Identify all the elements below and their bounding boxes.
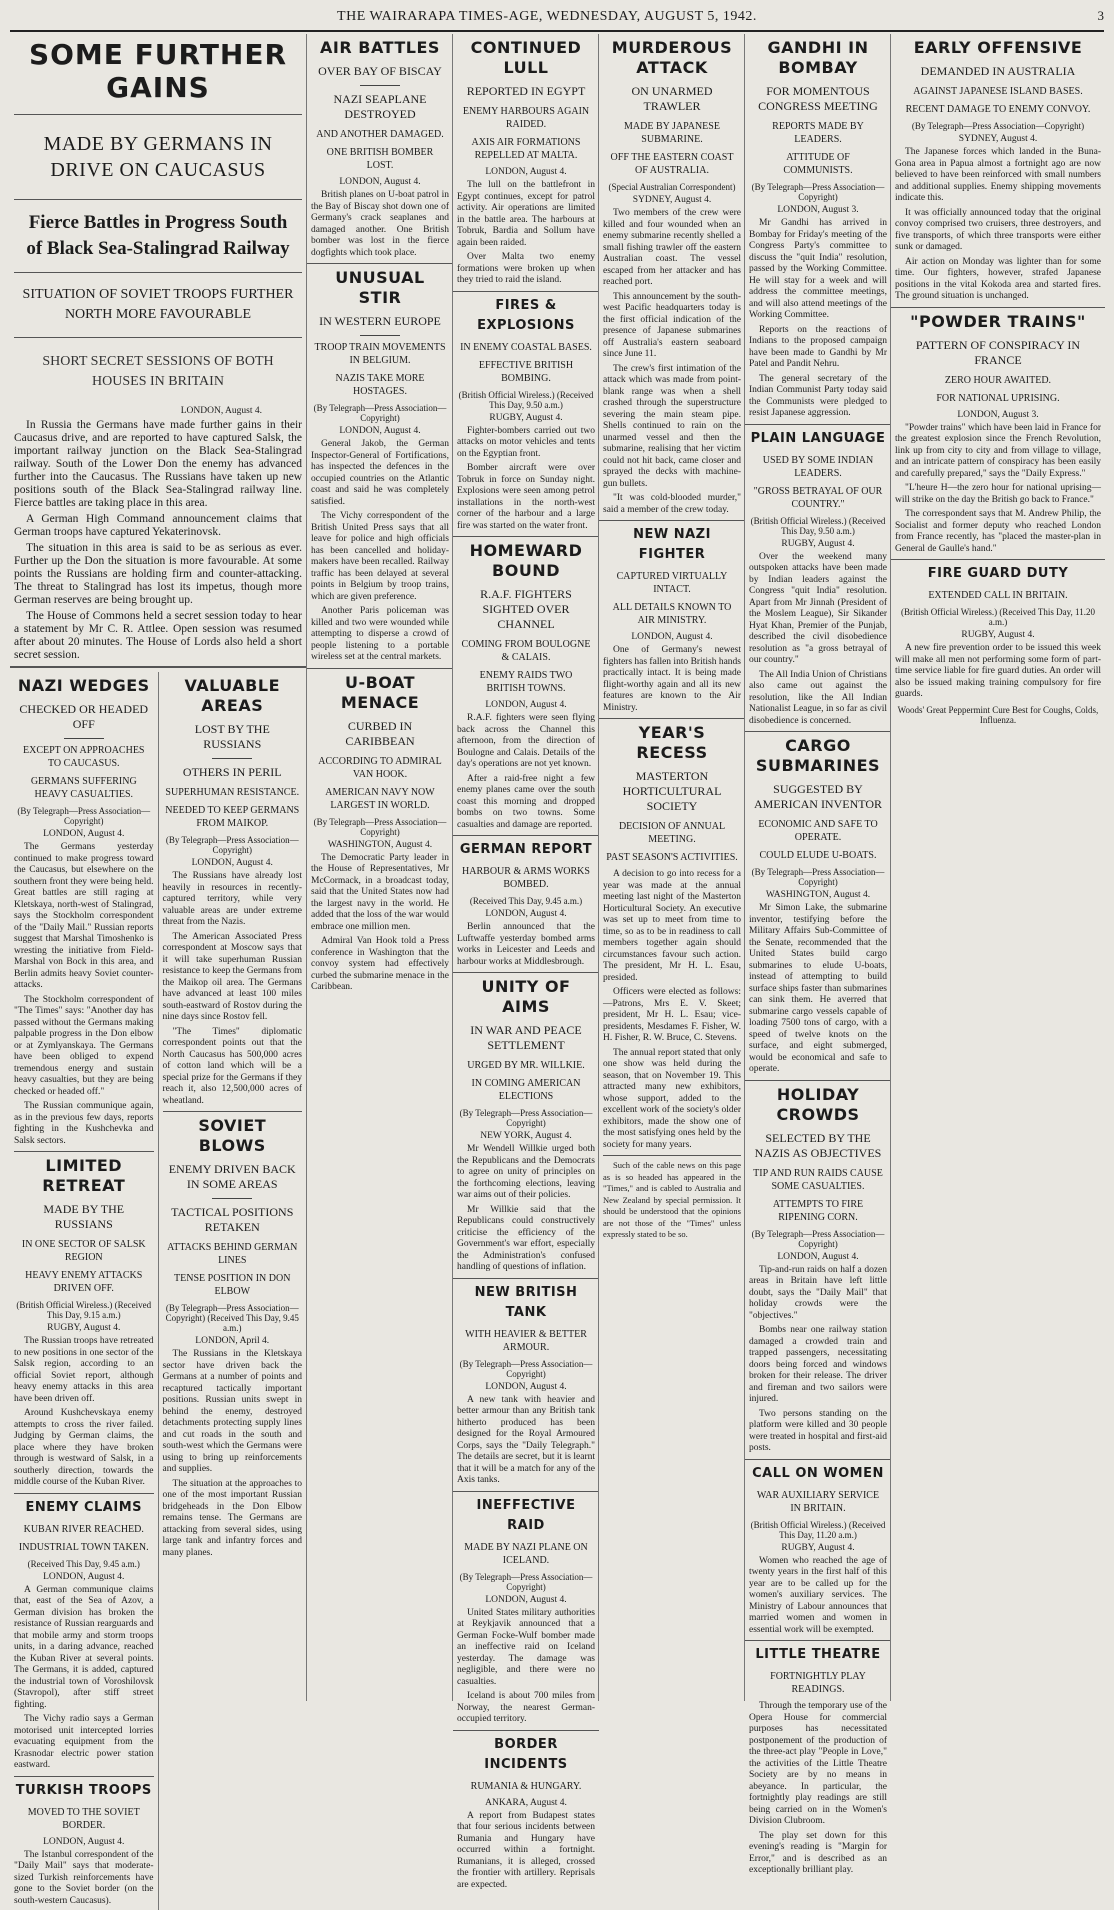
- call-on-women-headline: CALL ON WOMEN: [752, 1465, 884, 1481]
- enemy-claims-deck: KUBAN RIVER REACHED.: [23, 1523, 144, 1535]
- cargo-submarines-headline: CARGO SUBMARINES: [755, 736, 881, 775]
- call-on-women-credit: (British Official Wireless.) (Received This Day, 11.20 a.m.): [750, 1519, 886, 1540]
- nazi-wedges-sub: EXCEPT ON APPROACHES TO CAUCASUS.: [22, 745, 145, 769]
- little-theatre-paragraph: The play set down for this evening's reading is "Margin for Error," and is described as an exceptionally brilliant play.: [749, 1830, 887, 1875]
- call-on-women-dateline: RUGBY, August 4.: [781, 1542, 855, 1553]
- murderous-attack-dateline: SYDNEY, August 4.: [632, 195, 712, 205]
- nazi-wedges-dateline: LONDON, August 4.: [43, 829, 125, 839]
- little-theatre-headline: LITTLE THEATRE: [755, 1647, 881, 1662]
- holiday-crowds-paragraph: Bombs near one railway station damaged a crowded train and trapped passengers, necessitating doors being forced and windows broken for their release. The driver and fireman and two sailors were injured.: [749, 1325, 887, 1404]
- nazi-wedges-paragraph: The Stockholm correspondent of "The Times" says: "Another day has passed without the Germans making palpable progress in the Don elbow or at Zymlyanskaya. The Germans have been obliged to expend tremendous energy and sustain heavy casualties, but they are being checked or headed off.": [14, 994, 154, 1097]
- soviet-blows-sub: TENSE POSITION IN DON ELBOW: [174, 1273, 291, 1297]
- story-homeward-bound: [453, 541, 599, 831]
- u-boat-menace-credit: (By Telegraph—Press Association—Copyright): [313, 816, 447, 837]
- gandhi-paragraph: Reports on the reactions of Indians to the proposed campaign have been made to Gandhi by Mr Patel and Pandit Nehru.: [749, 324, 887, 369]
- powder-trains-paragraph: The correspondent says that M. Andrew Philip, the Socialist and former deputy who reached London from France recently, has "placed the master-plan in General de Gaulle's hand.": [895, 509, 1101, 554]
- gandhi-deck: FOR MOMENTOUS CONGRESS MEETING: [758, 84, 878, 113]
- column-4: [598, 34, 745, 1701]
- border-incidents-paragraph: A report from Budapest states that four serious incidents between Rumania and Hungary have occurred within a fortnight. Rumanians, it is alleged, crossed the frontier with artillery. Reprisals are expected.: [457, 1810, 595, 1890]
- early-offensive-paragraph: Air action on Monday was lighter than for some time. Our fighters, however, strafed Japanese positions in the vital Kokoda area and started fires. The ground situation is unchanged.: [895, 256, 1101, 301]
- lead-headline: MADE BY GERMANS IN DRIVE ON CAUCASUS: [43, 133, 273, 181]
- valuable-areas-credit: (By Telegraph—Press Association—Copyright): [165, 835, 299, 855]
- air-battles-dateline: LONDON, August 4.: [339, 177, 421, 187]
- call-on-women-deck: WAR AUXILIARY SERVICE IN BRITAIN.: [756, 1489, 880, 1514]
- powder-trains-dateline: LONDON, August 3.: [957, 409, 1039, 420]
- enemy-claims-credit: (Received This Day, 9.45 a.m.): [27, 1558, 140, 1569]
- fires-explosions-credit: (British Official Wireless.) (Received This Day, 9.50 a.m.): [458, 389, 594, 410]
- story-cargo-submarines: [745, 736, 891, 1076]
- story-border-incidents: [453, 1735, 599, 1892]
- plain-language-paragraph: Over the weekend many outspoken attacks have been made by Indian leaders against the Congress "quit India" resolution. Apart from Mr Jinnah (President of the Moslem League), Sir Sikander Hyat Khan, Premier of the Punjab, described the civil disobedience resolution as "a gross betrayal of our country.": [749, 551, 887, 665]
- turkish-troops-headline: TURKISH TROOPS: [15, 1782, 152, 1798]
- holiday-crowds-paragraph: Two persons standing on the platform were killed and 30 people were treated in hospital and first-aid posts.: [749, 1408, 887, 1453]
- lead-paragraph: In Russia the Germans have made further gains in their Caucasus drive, and are reported to have captured Salsk, the important railway junction on the Black Sea-Stalingrad railway. South of the Lower Don the enemy has advanced further into the Caucasus. The Russians have taken up new positions south of the Black Sea-Stalingrad railway line. Fierce battles are taking place in this area.: [14, 419, 302, 509]
- story-continued-lull: [453, 38, 599, 287]
- valuable-areas-paragraph: The American Associated Press correspondent at Moscow says that it will take superhuman Russian resistance to keep the Germans from the Maikop oil area. The Germans have advanced at least 100 miles south-eastward of Rostov during the nine days since Rostov fell.: [162, 931, 302, 1022]
- lead-dateline: LONDON, August 4.: [180, 406, 262, 416]
- fires-explosions-headline: FIRES & EXPLOSIONS: [477, 297, 575, 333]
- early-offensive-credit: (By Telegraph—Press Association—Copyright): [911, 121, 1085, 131]
- story-holiday-crowds: [745, 1085, 891, 1455]
- masthead-title: THE WAIRARAPA TIMES-AGE, WEDNESDAY, AUGUST 5, 1942.: [337, 9, 757, 24]
- unity-of-aims-deck: IN WAR AND PEACE SETTLEMENT: [470, 1023, 582, 1052]
- masthead: [10, 8, 1104, 32]
- unusual-stir-headline: UNUSUAL STIR: [335, 268, 425, 307]
- homeward-bound-paragraph: After a raid-free night a few enemy planes came over the south coast this morning and dropped bombs on two towns. Some casualties and damage are reported.: [457, 773, 595, 830]
- air-battles-sub: AND ANOTHER DAMAGED.: [316, 129, 444, 140]
- lead-banner: SOME FURTHER GAINS: [28, 38, 288, 104]
- limited-retreat-paragraph: The Russian troops have retreated to new positions in one sector of the Salsk region, according to an official Soviet report, although heavy enemy attacks in this area have been driven off.: [14, 1336, 154, 1404]
- border-incidents-headline: BORDER INCIDENTS: [484, 1736, 568, 1772]
- soviet-blows-paragraph: The Russians in the Kletskaya sector have driven back the Germans at a number of points and recaptured tactically important positions. Russian units swept in behind the enemy, destroyed detachments protecting supply lines and cut roads in the south and south-west which the Germans were using to bring up reinforcements and supplies.: [162, 1349, 302, 1474]
- column-6: [890, 34, 1105, 1701]
- homeward-bound-deck: R.A.F. FIGHTERS SIGHTED OVER CHANNEL: [480, 587, 572, 631]
- gandhi-paragraph: Mr Gandhi has arrived in Bombay for Friday's meeting of the Congress Party's committee to discuss the "quit India" resolution, passed by the Working Committee. He will stay for a week and will address the committee meetings, and will also attend meetings of the Working Committee.: [749, 218, 887, 320]
- gandhi-headline: GANDHI IN BOMBAY: [767, 38, 869, 77]
- u-boat-menace-paragraph: The Democratic Party leader in the House of Representatives, Mr McCormack, in a broadcast today, said that the United States now had the largest navy in the world. He added that the loss of the war would embrace one million men.: [311, 852, 449, 932]
- valuable-areas-paragraph: The Russians have already lost heavily in resources in recently-captured territory, while very valuable areas are under extreme threat from the Nazis.: [162, 871, 302, 927]
- soviet-blows-sub: TACTICAL POSITIONS RETAKEN: [171, 1205, 294, 1234]
- years-recess-deck: MASTERTON HORTICULTURAL SOCIETY: [622, 769, 722, 813]
- call-on-women-paragraph: Women who reached the age of twenty years in the first half of this year are to be called up for the women's auxiliary services. The Ministry of Labour announces that married women and women in essential work will be exempted.: [749, 1555, 887, 1635]
- homeward-bound-sub: COMING FROM BOULOGNE & CALAIS.: [461, 639, 591, 663]
- continued-lull-paragraph: Over Malta two enemy formations were broken up when they tried to raid the island.: [457, 252, 595, 285]
- plain-language-deck: USED BY SOME INDIAN LEADERS.: [762, 454, 874, 479]
- story-ineffective-raid: [453, 1496, 599, 1726]
- german-report-headline: GERMAN REPORT: [459, 842, 593, 857]
- story-fire-guard: [891, 564, 1105, 725]
- story-unity-of-aims: [453, 977, 599, 1274]
- new-nazi-fighter-deck: CAPTURED VIRTUALLY INTACT.: [616, 571, 728, 595]
- valuable-areas-paragraph: "The Times" diplomatic correspondent points out that the North Caucasus has 500,000 acres of cotton land which will be a special prize for the Germans if they reach it, also 12,500,000 acres of wheatland.: [162, 1026, 302, 1106]
- new-british-tank-headline: NEW BRITISH TANK: [474, 1284, 578, 1320]
- years-recess-headline: YEAR'S RECESS: [636, 723, 708, 762]
- border-incidents-dateline: ANKARA, August 4.: [485, 1797, 567, 1808]
- story-air-battles: [307, 38, 453, 259]
- holiday-crowds-deck: SELECTED BY THE NAZIS AS OBJECTIVES: [754, 1130, 882, 1160]
- enemy-claims-paragraph: A German communique claims that, east of the Sea of Azov, a German division has broken the resistance of Russian rearguards and that mobile army and storm troops units, in a daring advance, reached the Kuban River at several points. The Germans, it is added, captured the industrial town of Voroshilovsk (Stavropol), after stiff street fighting.: [14, 1584, 154, 1710]
- unusual-stir-paragraph: Another Paris policeman was killed and two were wounded while attempting to disperse a crowd of people listening to a portable wireless set at the central markets.: [311, 606, 449, 662]
- advertisement: Woods' Great Peppermint Cure Best for Coughs, Colds, Influenza.: [897, 704, 1099, 725]
- new-british-tank-dateline: LONDON, August 4.: [485, 1381, 567, 1392]
- story-powder-trains: [891, 312, 1105, 556]
- fire-guard-deck: EXTENDED CALL IN BRITAIN.: [928, 590, 1068, 601]
- columns: [10, 34, 1104, 1906]
- soviet-blows-headline: SOVIET BLOWS: [198, 1116, 267, 1155]
- early-offensive-deck: DEMANDED IN AUSTRALIA: [920, 64, 1076, 78]
- gandhi-dateline: LONDON, August 3.: [777, 205, 859, 215]
- story-new-british-tank: [453, 1283, 599, 1487]
- turkish-troops-paragraph: The Istanbul correspondent of the "Daily Mail" says that moderate-sized Turkish reinforcements have gone to the Soviet border (on the south-western Caucasus).: [14, 1849, 154, 1906]
- story-valuable-areas: [158, 672, 307, 1910]
- limited-retreat-sub: IN ONE SECTOR OF SALSK REGION: [21, 1239, 146, 1263]
- new-british-tank-paragraph: A new tank with heavier and better armour than any British tank hitherto produced has been designed for the Royal Armoured Corps, says the "Daily Telegraph." The details are secret, but it is learnt that it will be a match for any of the Axis tanks.: [457, 1394, 595, 1485]
- enemy-claims-dateline: LONDON, August 4.: [43, 1571, 125, 1582]
- cargo-submarines-sub: ECONOMIC AND SAFE TO OPERATE.: [758, 819, 878, 843]
- limited-retreat-dateline: RUGBY, August 4.: [47, 1323, 121, 1333]
- holiday-crowds-sub: ATTEMPTS TO FIRE RIPENING CORN.: [772, 1198, 864, 1223]
- story-plain-language: [745, 429, 891, 728]
- powder-trains-paragraph: "Powder trains" which have been laid in France for the greatest explosion since the French Revolution, link up from city to city and from village to village, and an intricate pattern of conspiracy has been easily and carefully prepared," says the "Daily Express.": [895, 422, 1101, 479]
- story-fires-explosions: [453, 296, 599, 533]
- fire-guard-credit: (British Official Wireless.) (Received This Day, 11.20 a.m.): [901, 607, 1095, 627]
- plain-language-dateline: RUGBY, August 4.: [781, 538, 855, 549]
- enemy-claims-headline: ENEMY CLAIMS: [25, 1499, 143, 1515]
- story-new-nazi-fighter: [599, 525, 745, 714]
- fires-explosions-deck: IN ENEMY COASTAL BASES.: [460, 341, 592, 353]
- unity-of-aims-paragraph: Mr Willkie said that the Republicans could constructively criticise the efficiency of the Government's war effort, especially the Administration's confused handling of questions of inflation.: [457, 1204, 595, 1272]
- unity-of-aims-sub: IN COMING AMERICAN ELECTIONS: [471, 1078, 581, 1102]
- lead-subhead: Fierce Battles in Progress South of Black Sea-Stalingrad Railway: [26, 212, 290, 259]
- lead-paragraph: The situation in this area is said to be as serious as ever. Further up the Don the situation is more favourable. At some points the Russians are holding firm and counter-attacking. The threat to Stalingrad has lost its impetus, though more German reserves are being brought up.: [14, 542, 302, 606]
- fire-guard-headline: FIRE GUARD DUTY: [927, 566, 1069, 581]
- air-battles-sub: ONE BRITISH BOMBER LOST.: [326, 147, 434, 171]
- limited-retreat-sub: HEAVY ENEMY ATTACKS DRIVEN OFF.: [25, 1270, 143, 1294]
- cable-notice: Such of the cable news on this page as is so headed has appeared in the "Times," and is cabled to Australia and New Zealand by special permission. It should be understood that the opinions are not those of the "Times" unless expressly stated to be so.: [603, 1160, 741, 1239]
- new-nazi-fighter-headline: NEW NAZI FIGHTER: [633, 527, 711, 562]
- u-boat-menace-sub: ACCORDING TO ADMIRAL VAN HOOK.: [318, 755, 442, 780]
- border-incidents-deck: RUMANIA & HUNGARY.: [470, 1780, 582, 1792]
- cargo-submarines-paragraph: Mr Simon Lake, the submarine inventor, testifying before the Military Affairs Sub-Committee of the Senate, recommended that the United States build cargo submarines to elude U-boats, instead of attempting to build surface ships faster than submarines can sink them. He averred that submarine cargo vessels capable of loading 7500 tons of cargo, with a speed of twelve knots on the surface, and eight submerged, would be economical and safe to operate.: [749, 903, 887, 1074]
- story-u-boat-menace: [307, 673, 453, 994]
- cargo-submarines-dateline: WASHINGTON, August 4.: [765, 890, 871, 900]
- new-british-tank-credit: (By Telegraph—Press Association—Copyright): [459, 1358, 593, 1379]
- unusual-stir-sub: TROOP TRAIN MOVEMENTS IN BELGIUM.: [314, 342, 446, 366]
- enemy-claims-sub: INDUSTRIAL TOWN TAKEN.: [18, 1541, 149, 1553]
- unity-of-aims-paragraph: Mr Wendell Willkie urged both the Republicans and the Democrats to agree on unity of principles on the forthcoming elections, leaving war aims out of their policies.: [457, 1144, 595, 1200]
- lead-paragraph: A German High Command announcement claims that German troops have captured Yekaterinovsk.: [14, 513, 302, 538]
- page-number: 3: [1097, 8, 1104, 23]
- years-recess-sub: DECISION OF ANNUAL MEETING.: [618, 821, 726, 845]
- gandhi-paragraph: The general secretary of the Indian Communist Party today said the Communists were pledged to resist Japanese aggression.: [749, 373, 887, 418]
- story-unusual-stir: [307, 268, 453, 664]
- continued-lull-sub: AXIS AIR FORMATIONS REPELLED AT MALTA.: [471, 137, 581, 161]
- unusual-stir-sub: NAZIS TAKE MORE HOSTAGES.: [335, 373, 425, 397]
- holiday-crowds-headline: HOLIDAY CROWDS: [776, 1084, 860, 1124]
- ineffective-raid-paragraph: United States military authorities at Reykjavik announced that a German Focke-Wulf bomber made an ineffective raid on Iceland yesterday. The damage was negligible, and there were no casualties.: [457, 1607, 595, 1687]
- soviet-blows-deck: ENEMY DRIVEN BACK IN SOME AREAS: [168, 1162, 296, 1191]
- nazi-wedges-paragraph: The Russian communique again, as in the previous few days, reports fighting in the Kushchevka and Salsk sectors.: [14, 1101, 154, 1146]
- gandhi-sub: REPORTS MADE BY LEADERS.: [772, 121, 864, 145]
- turkish-troops-deck: MOVED TO THE SOVIET BORDER.: [27, 1806, 140, 1831]
- soviet-blows-credit: (By Telegraph—Press Association—Copyright) (Received This Day, 9.45 a.m.): [165, 1303, 299, 1333]
- lead-deck2: SHORT SECRET SESSIONS OF BOTH HOUSES IN BRITAIN: [42, 354, 274, 389]
- nazi-wedges-paragraph: The Germans yesterday continued to make progress toward the Caucasus, but elsewhere on the southern front they were being held. Great battles are still raging at Kletskaya, north-west of Stalingrad, says the Stockholm correspondent of the "Daily Mail." Russian reports suggest that Marshal Timoshenko is wresting the initiative from Field-Marshal von Bock in this area, and Berlin admits heavy Soviet counter-attacks.: [14, 842, 154, 990]
- story-german-report: [453, 840, 599, 968]
- years-recess-paragraph: Officers were elected as follows:—Patrons, Mrs E. V. Skeet; president, Mr H. L. Esau; vice-presidents, Mesdames F. Fisher, W. H. Fisher, R. W. Bruce, C. Stevens.: [603, 987, 741, 1043]
- early-offensive-sub: RECENT DAMAGE TO ENEMY CONVOY.: [905, 104, 1091, 115]
- continued-lull-deck: REPORTED IN EGYPT: [466, 84, 586, 98]
- cargo-submarines-deck: SUGGESTED BY AMERICAN INVENTOR: [753, 782, 883, 811]
- unusual-stir-dateline: LONDON, August 4.: [339, 426, 421, 436]
- ineffective-raid-headline: INEFFECTIVE RAID: [476, 1497, 576, 1533]
- story-lead: [10, 38, 306, 662]
- years-recess-sub: PAST SEASON'S ACTIVITIES.: [606, 852, 738, 863]
- cargo-submarines-credit: (By Telegraph—Press Association—Copyright): [751, 867, 885, 887]
- continued-lull-dateline: LONDON, August 4.: [485, 167, 567, 177]
- column-2: [306, 34, 453, 1701]
- murderous-attack-paragraph: This announcement by the south-west Pacific headquarters today is the first official indication of the presence of Japanese submarines off Australia's eastern seaboard since June 11.: [603, 291, 741, 359]
- story-nazi-wedges: [10, 672, 158, 1910]
- new-nazi-fighter-sub: ALL DETAILS KNOWN TO AIR MINISTRY.: [612, 602, 732, 626]
- air-battles-paragraph: British planes on U-boat patrol in the Bay of Biscay shot down one of Germany's crack seaplanes and damaged another. One British bomber was lost in the fierce dogfights which took place.: [311, 190, 449, 258]
- soviet-blows-paragraph: The situation at the approaches to one of the most important Russian bridgeheads in the Don Elbow remains tense. The Germans are attacking from several sides, using large tank and infantry forces and many planes.: [162, 1478, 302, 1558]
- air-battles-deck: OVER BAY OF BISCAY: [318, 64, 442, 78]
- unity-of-aims-dateline: NEW YORK, August 4.: [480, 1131, 572, 1141]
- air-battles-sub: NAZI SEAPLANE DESTROYED: [333, 92, 427, 121]
- cargo-submarines-sub: COULD ELUDE U-BOATS.: [759, 850, 877, 861]
- german-report-deck: HARBOUR & ARMS WORKS BOMBED.: [462, 866, 590, 890]
- powder-trains-paragraph: "L'heure H—the zero hour for national uprising—will strike on the day the British go back to France.": [895, 483, 1101, 505]
- little-theatre-paragraph: Through the temporary use of the Opera House for commercial purposes has necessitated postponement of the production of the three-act play "People in Love," the activities of the Little Theatre Society are by no means in abeyance. In particular, the fortnightly play readings are still being carried on in the Women's Division Clubroom.: [749, 1701, 887, 1826]
- early-offensive-dateline: SYDNEY, August 4.: [958, 134, 1038, 144]
- lead-deck1: SITUATION OF SOVIET TROOPS FURTHER NORTH MORE FAVOURABLE: [22, 287, 294, 322]
- valuable-areas-deck: LOST BY THE RUSSIANS: [194, 722, 270, 751]
- powder-trains-sub: FOR NATIONAL UPRISING.: [936, 392, 1060, 404]
- limited-retreat-credit: (British Official Wireless.) (Received This Day, 9.15 a.m.): [16, 1300, 152, 1320]
- continued-lull-headline: CONTINUED LULL: [470, 38, 582, 77]
- story-murderous-attack: [599, 38, 745, 516]
- fires-explosions-paragraph: Fighter-bombers carried out two attacks on motor vehicles and tents on the Egyptian front.: [457, 425, 595, 459]
- story-little-theatre: [745, 1645, 891, 1877]
- gandhi-credit: (By Telegraph—Press Association—Copyright): [751, 182, 885, 202]
- u-boat-menace-headline: U-BOAT MENACE: [340, 672, 420, 712]
- nazi-wedges-headline: NAZI WEDGES: [17, 676, 150, 695]
- continued-lull-sub: ENEMY HARBOURS AGAIN RAIDED.: [462, 106, 590, 130]
- powder-trains-deck: PATTERN OF CONSPIRACY IN FRANCE: [915, 337, 1081, 367]
- powder-trains-headline: "POWDER TRAINS": [910, 311, 1086, 331]
- column-5: [744, 34, 891, 1875]
- story-years-recess: [599, 723, 745, 1241]
- unusual-stir-paragraph: General Jakob, the German Inspector-General of Fortifications, has inspected the defences in the occupied countries on the Atlantic coast and said he was completely satisfied.: [311, 439, 449, 507]
- early-offensive-headline: EARLY OFFENSIVE: [913, 38, 1083, 57]
- fire-guard-paragraph: A new fire prevention order to be issued this week will make all men not performing some form of part-time service liable for fire guard duties. An order will also be issued making training compulsory for fire guards.: [895, 643, 1101, 699]
- homeward-bound-dateline: LONDON, August 4.: [485, 700, 567, 710]
- limited-retreat-headline: LIMITED RETREAT: [42, 1156, 126, 1195]
- unusual-stir-credit: (By Telegraph—Press Association—Copyright): [313, 403, 447, 423]
- new-nazi-fighter-dateline: LONDON, August 4.: [631, 632, 713, 642]
- homeward-bound-sub: ENEMY RAIDS TWO BRITISH TOWNS.: [479, 670, 573, 694]
- ineffective-raid-deck: MADE BY NAZI PLANE ON ICELAND.: [464, 1541, 588, 1566]
- unity-of-aims-headline: UNITY OF AIMS: [481, 977, 571, 1016]
- valuable-areas-sub: NEEDED TO KEEP GERMANS FROM MAIKOP.: [165, 805, 300, 829]
- early-offensive-paragraph: The Japanese forces which landed in the Buna-Gona area in Papua almost a fortnight ago are now believed to have been reinforced with small numbers and additional supplies. Enemy shipping movements indicate this.: [895, 147, 1101, 203]
- ineffective-raid-paragraph: Iceland is about 700 miles from Norway, the nearest German-occupied territory.: [457, 1691, 595, 1724]
- unusual-stir-deck: IN WESTERN EUROPE: [319, 314, 441, 328]
- fires-explosions-sub: EFFECTIVE BRITISH BOMBING.: [478, 359, 574, 384]
- unity-of-aims-credit: (By Telegraph—Press Association—Copyright): [459, 1108, 593, 1128]
- valuable-areas-sub: OTHERS IN PERIL: [182, 765, 282, 779]
- u-boat-menace-dateline: WASHINGTON, August 4.: [327, 839, 433, 850]
- murderous-attack-sub: OFF THE EASTERN COAST OF AUSTRALIA.: [610, 152, 734, 176]
- powder-trains-sub: ZERO HOUR AWAITED.: [944, 374, 1052, 386]
- murderous-attack-credit: (Special Australian Correspondent): [608, 182, 736, 192]
- ineffective-raid-dateline: LONDON, August 4.: [485, 1594, 567, 1605]
- murderous-attack-sub: MADE BY JAPANESE SUBMARINE.: [624, 121, 720, 145]
- years-recess-paragraph: The annual report stated that only one show was held during the season, that on November 19. This attracted many new exhibitors, whose support, added to the excellent work of the society's older exhibitors, made the show one of the most satisfying ones held by the society for many years.: [603, 1047, 741, 1150]
- unity-of-aims-sub: URGED BY MR. WILLKIE.: [467, 1060, 585, 1071]
- holiday-crowds-dateline: LONDON, August 4.: [777, 1251, 859, 1262]
- valuable-areas-sub: SUPERHUMAN RESISTANCE.: [165, 787, 300, 798]
- u-boat-menace-sub: AMERICAN NAVY NOW LARGEST IN WORLD.: [325, 786, 435, 811]
- fires-explosions-dateline: RUGBY, August 4.: [489, 412, 563, 423]
- gandhi-sub: ATTITUDE OF COMMUNISTS.: [783, 152, 853, 176]
- holiday-crowds-paragraph: Tip-and-run raids on half a dozen areas in Britain have left little doubt, says the "Daily Mail" that holiday crowds were the "objectives.": [749, 1264, 887, 1321]
- plain-language-credit: (British Official Wireless.) (Received This Day, 9.50 a.m.): [750, 515, 886, 536]
- story-early-offensive: [891, 38, 1105, 303]
- fires-explosions-paragraph: Bomber aircraft were over Tobruk in force on Sunday night. Explosions were seen among petrol installations in the north-west corner of the harbour and a large fire was started on the water front.: [457, 463, 595, 531]
- valuable-areas-dateline: LONDON, August 4.: [191, 858, 273, 868]
- nazi-wedges-deck: CHECKED OR HEADED OFF: [19, 702, 149, 731]
- continued-lull-paragraph: The lull on the battlefront in Egypt continues, except for patrol activity. Air operations are limited in the battle area. The harbours at Tobruk, Bardia and Sollum have again been raided.: [457, 180, 595, 248]
- lead-paragraph: The House of Commons held a secret session today to hear a statement by Mr C. R. Attlee. Open session was resumed after about 20 minutes. The House of Lords also held a short secret session.: [14, 610, 302, 661]
- german-report-paragraph: Berlin announced that the Luftwaffe yesterday bombed arms works in Leicester and Leeds and harbour works at Middlesbrough.: [457, 922, 595, 967]
- plain-language-paragraph: The All India Union of Christians also came out against the resolution, like the All Indian Nationalist League, in so far as civil disobedience is concerned.: [749, 669, 887, 726]
- murderous-attack-paragraph: The crew's first intimation of the attack which was made from point-blank range was when a shell crashed through the superstructure severing the main steam pipe. Shells continued to rain on the unarmed vessel and then the submarine, realising that her victim could not hit back, came closer and sprayed the decks with machine-gun bullets.: [603, 363, 741, 489]
- holiday-crowds-credit: (By Telegraph—Press Association—Copyright): [751, 1228, 885, 1249]
- homeward-bound-paragraph: R.A.F. fighters were seen flying back across the Channel this afternoon, from the direction of Boulogne and Calais. Details of the day's operations are not yet known.: [457, 713, 595, 769]
- murderous-attack-paragraph: Two members of the crew were killed and four wounded when an enemy submarine recently shelled a small fishing trawler off the eastern Australian coast. The vessel escaped from her attacker and has reached port.: [603, 208, 741, 287]
- murderous-attack-deck: ON UNARMED TRAWLER: [631, 84, 713, 113]
- limited-retreat-deck: MADE BY THE RUSSIANS: [43, 1202, 125, 1231]
- holiday-crowds-sub: TIP AND RUN RAIDS CAUSE SOME CASUALTIES.: [753, 1167, 883, 1192]
- nazi-wedges-credit: (By Telegraph—Press Association—Copyright): [17, 806, 151, 826]
- limited-retreat-paragraph: Around Kushchevskaya enemy attempts to cross the river failed. Judging by German claims, the place where they have broken through is westward of Salsk, in a southerly direction, towards the middle course of the Kuban River.: [14, 1408, 154, 1487]
- soviet-blows-sub: ATTACKS BEHIND GERMAN LINES: [167, 1242, 298, 1266]
- little-theatre-deck: FORTNIGHTLY PLAY READINGS.: [770, 1671, 866, 1695]
- murderous-attack-paragraph: "It was cold-blooded murder," said a member of the crew today.: [603, 493, 741, 515]
- soviet-blows-dateline: LONDON, April 4.: [195, 1336, 270, 1346]
- new-british-tank-deck: WITH HEAVIER & BETTER ARMOUR.: [465, 1328, 587, 1353]
- lead-subcolumns: [10, 672, 306, 1910]
- u-boat-menace-paragraph: Admiral Van Hook told a Press conference in Washington that the convoy system had effectively curbed the submarine menace in the Caribbean.: [311, 936, 449, 992]
- valuable-areas-headline: VALUABLE AREAS: [184, 676, 280, 715]
- german-report-dateline: LONDON, August 4.: [485, 909, 567, 919]
- nazi-wedges-sub: GERMANS SUFFERING HEAVY CASUALTIES.: [30, 776, 137, 800]
- unusual-stir-paragraph: The Vichy correspondent of the British United Press says that all leave for police and high officials has been cancelled and holiday-makers have been recalled. Railway traffic has been delayed at several points in Belgium by troop trains, which are given preference.: [311, 511, 449, 602]
- german-report-credit: (Received This Day, 9.45 a.m.): [469, 896, 583, 906]
- fire-guard-dateline: RUGBY, August 4.: [961, 630, 1035, 640]
- new-nazi-fighter-paragraph: One of Germany's newest fighters has fallen into British hands practically intact. It is being made flight-worthy again and all its new features are known to the Air Ministry.: [603, 645, 741, 713]
- murderous-attack-headline: MURDEROUS ATTACK: [611, 38, 733, 77]
- column-lead: [10, 34, 306, 1906]
- plain-language-headline: PLAIN LANGUAGE: [750, 430, 886, 446]
- homeward-bound-headline: HOMEWARD BOUND: [469, 541, 583, 580]
- plain-language-sub: "GROSS BETRAYAL OF OUR COUNTRY.": [753, 485, 883, 510]
- story-gandhi: [745, 38, 891, 420]
- years-recess-paragraph: A decision to go into recess for a year was made at the annual meeting last night of the Masterton Horticultural Society. An executive was set up to meet from time to time, so as to be in readiness to call members together again should circumstances favour such action. The president, Mr H. L. Esau, presided.: [603, 869, 741, 983]
- column-3: [452, 34, 599, 1890]
- story-call-on-women: [745, 1464, 891, 1637]
- u-boat-menace-deck: CURBED IN CARIBBEAN: [345, 718, 415, 748]
- air-battles-headline: AIR BATTLES: [320, 38, 440, 57]
- ineffective-raid-credit: (By Telegraph—Press Association—Copyright): [459, 1571, 593, 1592]
- enemy-claims-paragraph: The Vichy radio says a German motorised unit intercepted lorries evacuating equipment from the Krasnodar electric power station eastward.: [14, 1714, 154, 1770]
- early-offensive-sub: AGAINST JAPANESE ISLAND BASES.: [913, 86, 1083, 97]
- turkish-troops-dateline: LONDON, August 4.: [43, 1836, 125, 1847]
- early-offensive-paragraph: It was officially announced today that the original convoy comprised two cruisers, three destroyers, and five transports, of which three transports were either sunk or damaged.: [895, 207, 1101, 252]
